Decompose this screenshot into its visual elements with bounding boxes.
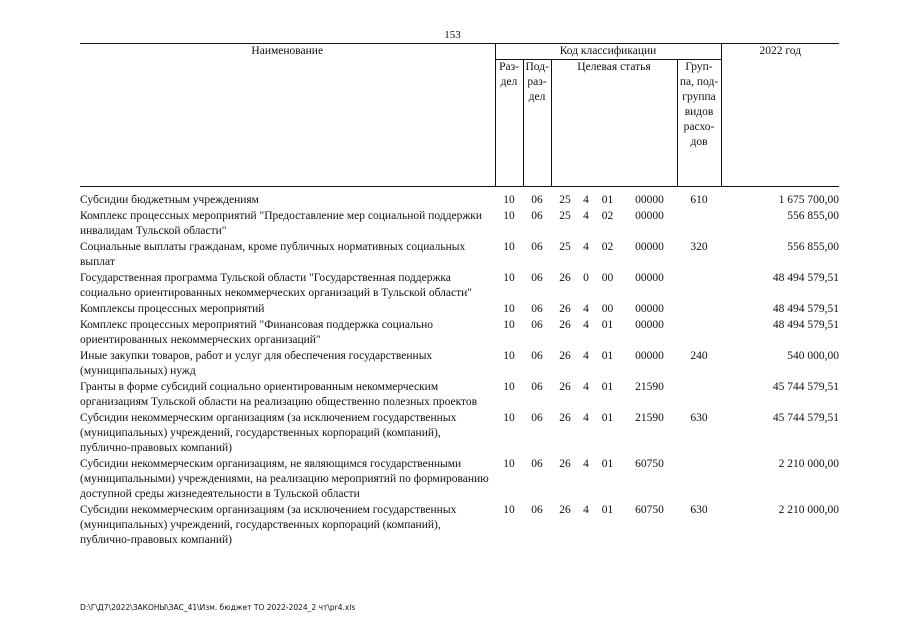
row-code-c1: 26 — [559, 318, 571, 331]
row-code-c2: 4 — [583, 302, 589, 315]
row-code-c3: 01 — [601, 503, 614, 516]
row-code-rz: 10 — [503, 240, 515, 253]
table-row — [80, 240, 839, 271]
row-code-c2: 4 — [583, 457, 589, 470]
table-row — [80, 503, 839, 549]
row-code-c2: 4 — [583, 240, 589, 253]
row-code-pr: 06 — [531, 271, 543, 284]
row-code-pr: 06 — [531, 193, 543, 206]
table-row — [80, 411, 839, 457]
row-code-vr: 630 — [690, 411, 708, 424]
row-code-c3: 02 — [601, 209, 614, 222]
header-row — [80, 44, 839, 60]
row-code-vr — [677, 302, 721, 318]
table-row — [80, 318, 839, 349]
row-code-pr: 06 — [531, 349, 543, 362]
row-code-c3: 01 — [601, 193, 614, 206]
row-amount: 2 210 000,00 — [778, 457, 840, 470]
row-code-c4: 00000 — [635, 193, 664, 206]
row-code-vr: 610 — [690, 193, 708, 206]
row-code-c1: 25 — [559, 240, 571, 253]
row-code-pr: 06 — [531, 380, 543, 393]
row-code-c1: 25 — [559, 193, 571, 206]
header-target: Целевая статья — [551, 60, 677, 187]
table-row — [80, 209, 839, 240]
row-code-c4: 21590 — [635, 380, 664, 393]
row-amount: 556 855,00 — [787, 209, 840, 222]
row-code-c4: 00000 — [635, 318, 664, 331]
row-amount: 45 744 579,51 — [772, 411, 840, 424]
row-code-c3: 02 — [601, 240, 614, 253]
row-code-vr: 240 — [690, 349, 708, 362]
row-code-rz: 10 — [503, 411, 515, 424]
row-code-rz: 10 — [503, 503, 515, 516]
row-name: Социальные выплаты гражданам, кроме публичных нормативных социальных выплат — [80, 240, 466, 268]
row-code-c4: 00000 — [635, 271, 664, 284]
row-code-c3: 01 — [601, 380, 614, 393]
row-name: Комплексы процессных мероприятий — [80, 302, 265, 315]
row-code-c3: 01 — [601, 349, 614, 362]
row-code-pr: 06 — [531, 240, 543, 253]
row-code-c3: 01 — [601, 457, 614, 470]
row-code-pr: 06 — [531, 318, 543, 331]
row-code-c4: 00000 — [635, 240, 664, 253]
row-code-rz: 10 — [503, 193, 515, 206]
header-expense-group: Груп- па, под- группа видов расхо- дов — [677, 60, 721, 187]
row-code-rz: 10 — [503, 457, 515, 470]
row-name: Субсидии некоммерческим организациям, не являющимся государственными (муниципальными) учреждениями, на реализацию мероприятий по формированию доступной среды жизнедеятельности в Тульской области — [80, 457, 489, 500]
row-code-c4: 00000 — [635, 349, 664, 362]
table-row — [80, 302, 839, 318]
row-code-rz: 10 — [503, 380, 515, 393]
row-code-pr: 06 — [531, 209, 543, 222]
row-code-c2: 4 — [583, 503, 589, 516]
row-name: Иные закупки товаров, работ и услуг для обеспечения государственных (муниципальных) нужд — [80, 349, 433, 377]
header-subsection: Под- раз- дел — [523, 60, 551, 187]
row-code-vr — [677, 209, 721, 240]
row-code-rz: 10 — [503, 349, 515, 362]
row-code-rz: 10 — [503, 318, 515, 331]
row-code-c4: 00000 — [635, 209, 664, 222]
row-code-c3: 01 — [601, 318, 614, 331]
row-code-vr — [677, 457, 721, 503]
header-code-group: Код классификации — [495, 44, 721, 60]
row-code-vr — [677, 271, 721, 302]
budget-table-sheet — [80, 43, 839, 549]
row-amount: 48 494 579,51 — [772, 318, 840, 331]
row-code-c3: 00 — [601, 271, 614, 284]
footer-file-path: D:\Г\Д7\2022\ЗАКОНЫ\ЗАС_41\Изм. бюджет ТО 2022-2024_2 чт\pr4.xls — [80, 603, 356, 612]
row-code-c1: 26 — [559, 380, 571, 393]
row-code-c1: 26 — [559, 349, 571, 362]
row-code-rz: 10 — [503, 271, 515, 284]
row-name: Комплекс процессных мероприятий "Финансовая поддержка социально ориентированных некоммерческих организаций" — [80, 318, 434, 346]
row-code-c4: 00000 — [635, 302, 664, 315]
row-code-c4: 60750 — [635, 503, 664, 516]
row-amount: 2 210 000,00 — [778, 503, 840, 516]
row-name: Государственная программа Тульской области "Государственная поддержка социально ориентированных некоммерческих организаций в Тульской области" — [80, 271, 472, 299]
row-code-c4: 21590 — [635, 411, 664, 424]
row-code-c2: 4 — [583, 380, 589, 393]
header-section: Раз- дел — [495, 60, 523, 187]
row-code-vr: 630 — [690, 503, 708, 516]
row-code-c1: 26 — [559, 302, 571, 315]
table-row — [80, 380, 839, 411]
row-amount: 48 494 579,51 — [772, 271, 840, 284]
row-amount: 45 744 579,51 — [772, 380, 840, 393]
row-code-pr: 06 — [531, 411, 543, 424]
row-name: Субсидии бюджетным учреждениям — [80, 193, 259, 206]
row-code-rz: 10 — [503, 209, 515, 222]
table-row — [80, 349, 839, 380]
row-code-c1: 26 — [559, 411, 571, 424]
row-amount: 48 494 579,51 — [772, 302, 840, 315]
row-amount: 556 855,00 — [787, 240, 840, 253]
row-code-c1: 26 — [559, 271, 571, 284]
row-name: Комплекс процессных мероприятий "Предоставление мер социальной поддержки инвалидам Тульской области" — [80, 209, 483, 237]
row-name: Субсидии некоммерческим организациям (за исключением государственных (муниципальных) учреждений, государственных корпораций (компаний), публично-правовых компаний) — [80, 503, 457, 546]
row-code-c2: 4 — [583, 411, 589, 424]
subheader-row — [80, 60, 839, 187]
row-name: Гранты в форме субсидий социально ориентированным некоммерческим организациям Тульской области на реализацию общественно полезных проектов — [80, 380, 478, 408]
row-code-c2: 4 — [583, 318, 589, 331]
header-name: Наименование — [80, 44, 495, 60]
row-amount: 540 000,00 — [787, 349, 840, 362]
table-row — [80, 457, 839, 503]
row-code-vr — [677, 318, 721, 349]
row-code-c2: 4 — [583, 209, 589, 222]
row-code-vr — [677, 380, 721, 411]
row-code-c2: 4 — [583, 349, 589, 362]
table-row — [80, 271, 839, 302]
table-row — [80, 193, 839, 209]
header-year: 2022 год — [721, 44, 839, 60]
row-code-c2: 0 — [583, 271, 589, 284]
page-number: 153 — [444, 29, 461, 41]
row-amount: 1 675 700,00 — [778, 193, 840, 206]
row-code-pr: 06 — [531, 503, 543, 516]
row-name: Субсидии некоммерческим организациям (за исключением государственных (муниципальных) учреждений, государственных корпораций (компаний), публично-правовых компаний) — [80, 411, 457, 454]
row-code-c1: 25 — [559, 209, 571, 222]
row-code-c4: 60750 — [635, 457, 664, 470]
row-code-c3: 01 — [601, 411, 614, 424]
row-code-c2: 4 — [583, 193, 589, 206]
row-code-vr: 320 — [690, 240, 708, 253]
row-code-c3: 00 — [601, 302, 614, 315]
row-code-pr: 06 — [531, 457, 543, 470]
row-code-c1: 26 — [559, 457, 571, 470]
row-code-rz: 10 — [503, 302, 515, 315]
row-code-pr: 06 — [531, 302, 543, 315]
budget-table — [80, 43, 839, 549]
row-code-c1: 26 — [559, 503, 571, 516]
